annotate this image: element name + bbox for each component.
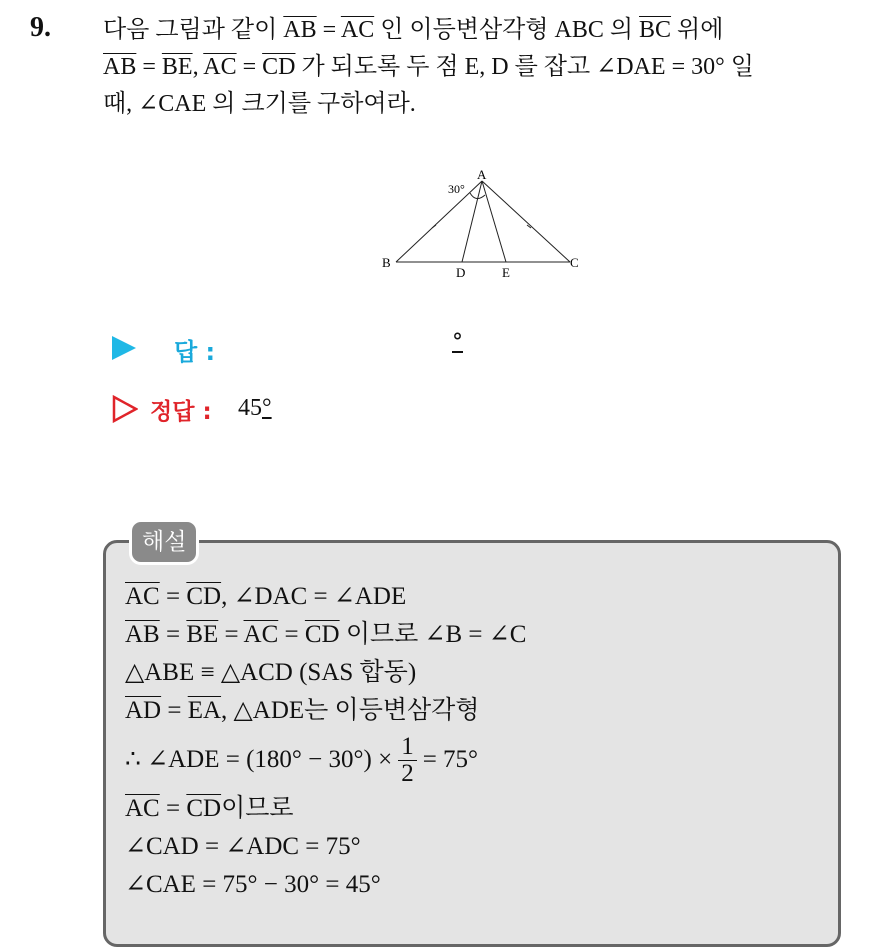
explanation-line-1: $\overline{AC} = \overline{CD}$, ∠DAC = ∠ADE: [125, 583, 407, 610]
segment-ae: [482, 181, 506, 262]
solution-row: [112, 393, 512, 427]
explanation-content: [125, 578, 526, 904]
explanation-tag: 해설: [129, 519, 199, 565]
answer-label: 답 :: [174, 338, 216, 366]
play-outline-icon: [112, 395, 138, 423]
explanation-line-4: $\overline{AD} = \overline{EA}$, △ADE는 이등변삼각형: [125, 697, 480, 724]
explanation-line-3: △ABE ≡ △ACD (SAS 합동): [125, 659, 417, 686]
angle-label: 30°: [448, 182, 465, 196]
explanation-line-7: ∠CAD = ∠ADC = 75°: [125, 833, 361, 860]
tick-ab: [432, 225, 436, 228]
label-e: E: [502, 265, 510, 280]
label-d: D: [456, 265, 466, 280]
side-ab: [396, 181, 482, 262]
segment-ad: [462, 181, 482, 262]
explanation-line-2: $\overline{AB} = \overline{BE} = \overline{AC} = \overline{CD}$ 이므로 ∠B = ∠C: [125, 621, 527, 648]
answer-blank[interactable]: °: [452, 330, 463, 355]
question-line-1: 다음 그림과 같이 $\overline{AB} = \overline{AC}$ 인 이등변삼각형 ABC 의 $\overline{BC}$ 위에: [103, 17, 724, 43]
triangle-figure: [380, 163, 590, 283]
solution-value: 45°: [238, 395, 272, 421]
question-line-3: 때, ∠CAE 의 크기를 구하여라.: [103, 91, 416, 117]
side-ac: [482, 181, 570, 262]
explanation-line-5: ∴ ∠ADE = (180° − 30°) × $\frac{1}{2}$ = 75°: [125, 732, 479, 787]
answer-row: [112, 332, 512, 366]
question-line-2: $\overline{AB} = \overline{BE}$, $\overline{AC} = \overline{CD}$ 가 되도록 두 점 E, D 를 잡고 ∠DAE = 30° 일: [103, 54, 754, 80]
label-a: A: [477, 167, 487, 182]
play-icon: [112, 336, 136, 360]
explanation-line-6: $\overline{AC} = \overline{CD}$이므로: [125, 795, 294, 822]
label-c: C: [570, 255, 579, 270]
solution-label: 정답 :: [150, 399, 212, 425]
question-text: [103, 12, 873, 123]
question-number: 9.: [30, 12, 51, 43]
label-b: B: [382, 255, 391, 270]
explanation-line-8: ∠CAE = 75° − 30° = 45°: [125, 871, 381, 898]
fraction: $\frac{1}{2}$: [398, 734, 417, 787]
